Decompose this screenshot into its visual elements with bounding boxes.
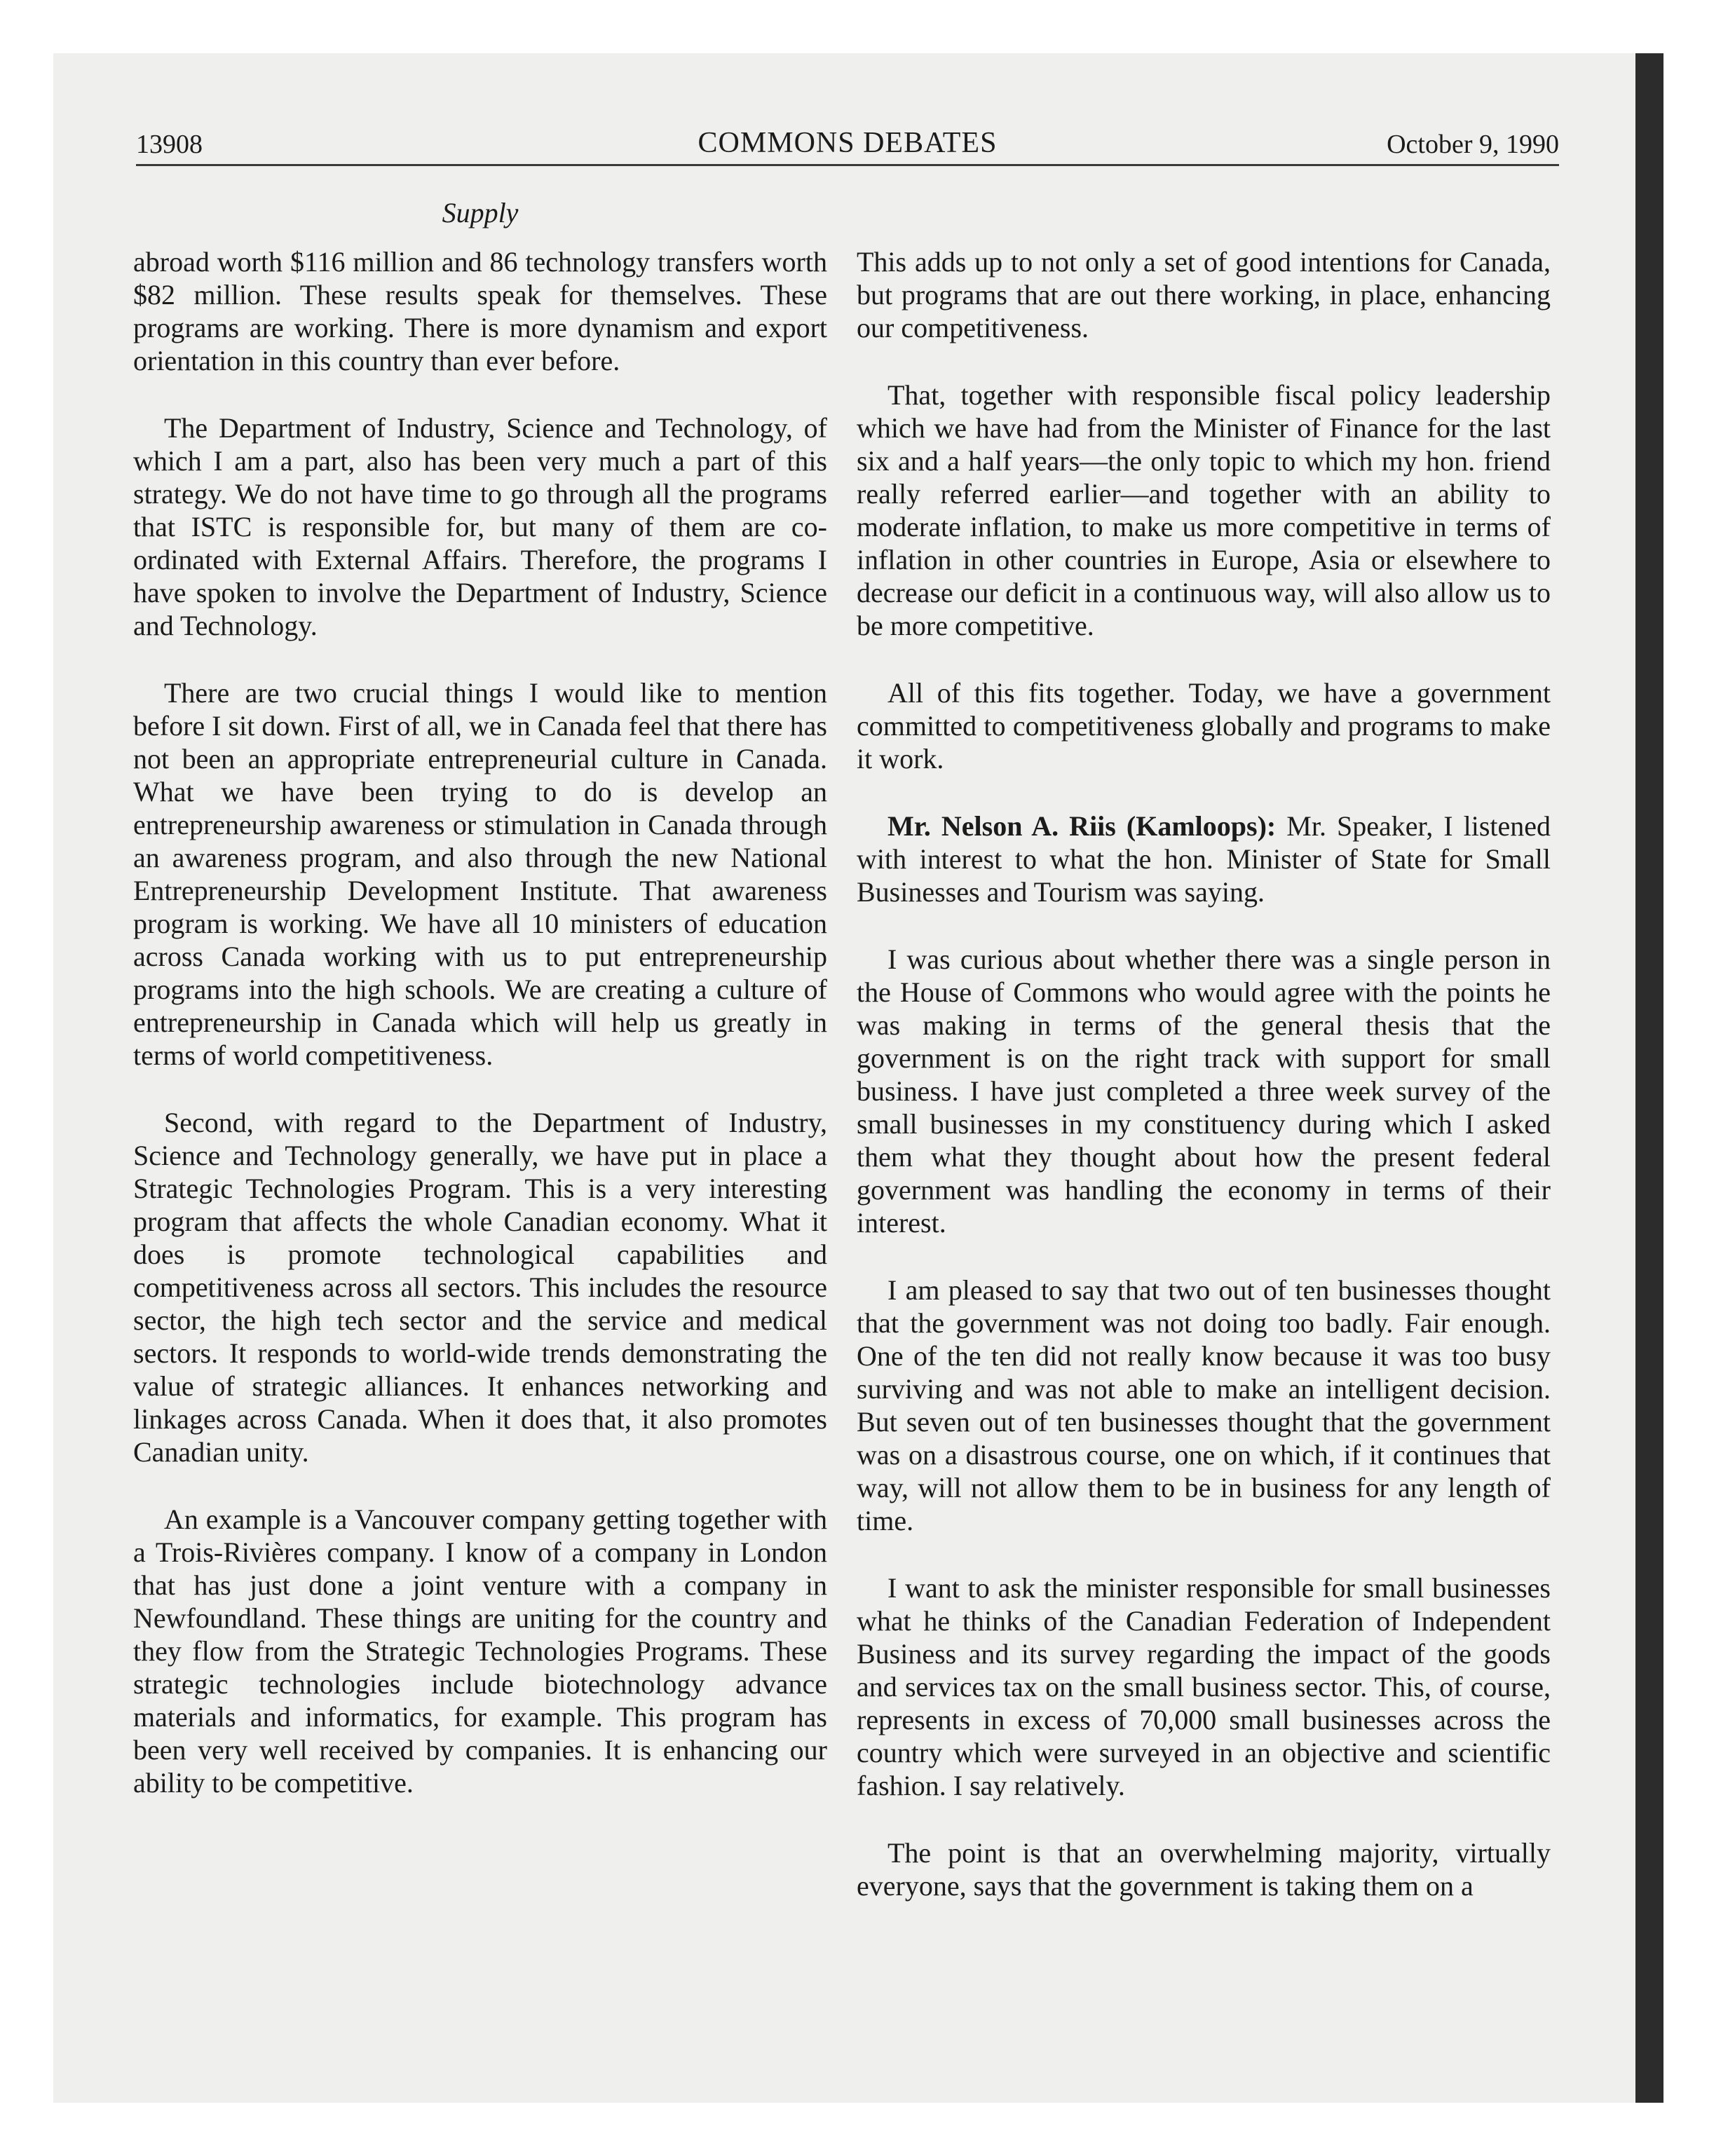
paragraph: All of this fits together. Today, we have a government committed to competitiveness globally and programs to make it work.	[857, 677, 1551, 775]
paragraph: There are two crucial things I would like to mention before I sit down. First of all, we in Canada feel that there has not been an appropriate entrepreneurial culture in Canada. What we have been trying to do is develop an entrepreneurship awareness or stimulation in Canada through an awareness program, and also through the new National Entrepreneurship Development Institute. That awareness program is working. We have all 10 ministers of education across Canada working with us to put entrepreneurship programs into the high schools. We are creating a culture of entrepreneurship in Canada which will help us greatly in terms of world competitiveness.	[133, 677, 827, 1071]
header-rule	[136, 164, 1559, 166]
page-number: 13908	[136, 130, 203, 159]
right-column	[857, 245, 1551, 1937]
journal-title: COMMONS DEBATES	[698, 127, 998, 159]
paragraph: This adds up to not only a set of good intentions for Canada, but programs that are out there working, in place, enhancing our competitiveness.	[857, 246, 1551, 343]
paragraph: I am pleased to say that two out of ten businesses thought that the government was not doing too badly. Fair enough. One of the ten did not really know because it was too busy surviving and was not able to make an intelligent decision. But seven out of ten businesses thought that the government was on a disastrous course, one on which, if it continues that way, will not allow them to be in business for any length of time.	[857, 1274, 1551, 1536]
left-column	[133, 245, 827, 1834]
scan-edge-bar	[1635, 53, 1663, 2103]
paragraph: The Department of Industry, Science and Technology, of which I am a part, also has been very much a part of this strategy. We do not have time to go through all the programs that ISTC is responsible for, but many of them are co-ordinated with External Affairs. Therefore, the programs I have spoken to involve the Department of Industry, Science and Technology.	[133, 412, 827, 641]
paragraph: I want to ask the minister responsible for small businesses what he thinks of the Canadian Federation of Independent Business and its survey regarding the impact of the goods and services tax on the small business sector. This, of course, represents in excess of 70,000 small businesses across the country which were surveyed in an objective and scientific fashion. I say relatively.	[857, 1572, 1551, 1801]
section-heading: Supply	[442, 197, 519, 228]
speech-text: Mr. Speaker, I listened with interest to what the hon. Minister of State for Small Businesses and Tourism was saying.	[857, 810, 1551, 908]
page-date: October 9, 1990	[1387, 130, 1559, 159]
paragraph: Second, with regard to the Department of Industry, Science and Technology generally, we have put in place a Strategic Technologies Program. This is a very interesting program that affects the whole Canadian economy. What it does is promote technological capabilities and competitiveness across all sectors. This includes the resource sector, the high tech sector and the service and medical sectors. It responds to world-wide trends demonstrating the value of strategic alliances. It enhances networking and linkages across Canada. When it does that, it also promotes Canadian unity.	[133, 1107, 827, 1468]
speaker-name: Mr. Nelson A. Riis (Kamloops):	[887, 810, 1277, 842]
running-head	[136, 121, 1559, 163]
paragraph: I was curious about whether there was a single person in the House of Commons who would agree with the points he was making in terms of the general thesis that the government is on the right track with support for small business. I have just completed a three week survey of the small businesses in my constituency during which I asked them what they thought about how the present federal government was handling the economy in terms of their interest.	[857, 943, 1551, 1239]
paragraph: abroad worth $116 million and 86 technology transfers worth $82 million. These results speak for themselves. These programs are working. There is more dynamism and export orientation in this country than ever before.	[133, 246, 827, 376]
paragraph: An example is a Vancouver company getting together with a Trois-Rivières company. I know of a company in London that has just done a joint venture with a company in Newfoundland. These things are uniting for the country and they flow from the Strategic Technologies Programs. These strategic technologies include biotechnology advance materials and informatics, for example. This program has been very well received by companies. It is enhancing our ability to be competitive.	[133, 1503, 827, 1799]
paragraph: The point is that an overwhelming majority, virtually everyone, says that the government is taking them on a	[857, 1837, 1551, 1902]
speech-paragraph	[857, 810, 1551, 908]
paragraph: That, together with responsible fiscal policy leadership which we have had from the Minister of Finance for the last six and a half years—the only topic to which my hon. friend really referred earlier—and together with an ability to moderate inflation, to make us more competitive in terms of inflation in other countries in Europe, Asia or elsewhere to decrease our deficit in a continuous way, will also allow us to be more competitive.	[857, 379, 1551, 641]
